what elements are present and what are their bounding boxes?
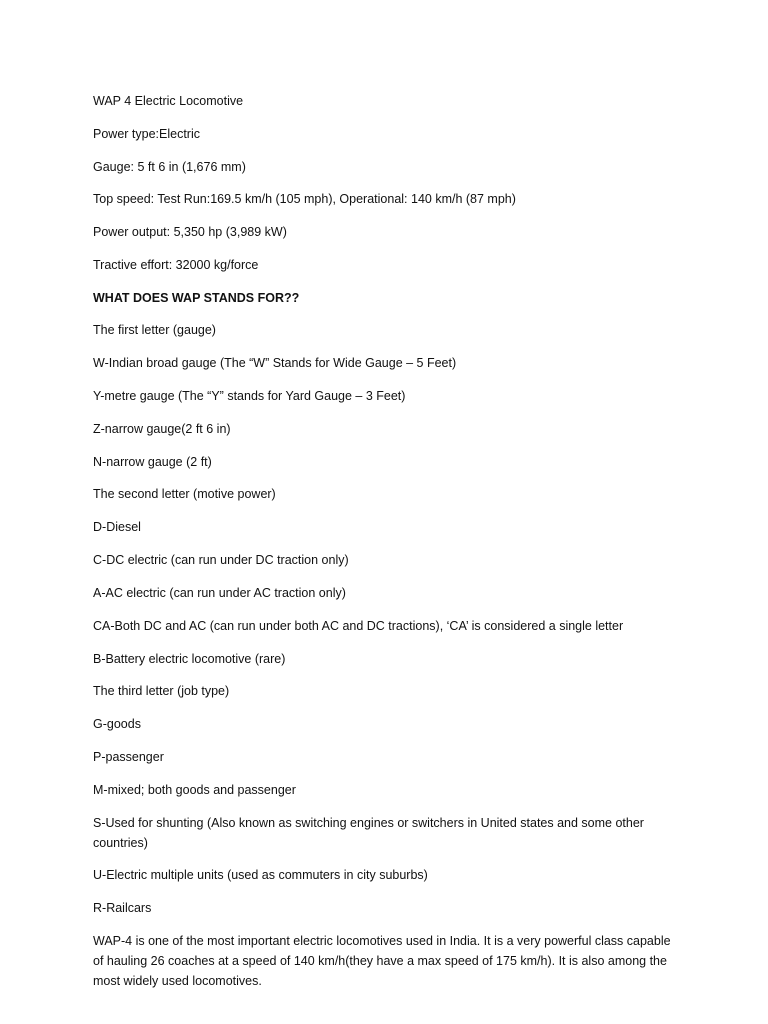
job-u-line: U-Electric multiple units (used as commuters in city suburbs): [93, 868, 428, 882]
summary-paragraph: WAP-4 is one of the most important electric locomotives used in India. It is a very powerful class capable of hauling 26 coaches at a speed of 140 km/h(they have a max speed of 175 km/h). It is also among the most widely used locomotives.: [93, 934, 671, 988]
power-output-line: Power output: 5,350 hp (3,989 kW): [93, 225, 287, 239]
second-letter-line: The second letter (motive power): [93, 487, 276, 501]
gauge-w-line: W-Indian broad gauge (The “W” Stands for Wide Gauge – 5 Feet): [93, 356, 457, 370]
gauge-y-line: Y-metre gauge (The “Y” stands for Yard Gauge – 3 Feet): [93, 389, 406, 403]
power-d-line: D-Diesel: [93, 520, 141, 534]
tractive-effort-line: Tractive effort: 32000 kg/force: [93, 258, 259, 272]
power-a-line: A-AC electric (can run under AC traction only): [93, 586, 346, 600]
gauge-line: Gauge: 5 ft 6 in (1,676 mm): [93, 160, 246, 174]
doc-title: WAP 4 Electric Locomotive: [93, 94, 244, 108]
job-p-line: P-passenger: [93, 750, 164, 764]
power-ca-line: CA-Both DC and AC (can run under both AC and DC tractions), ‘CA’ is considered a single letter: [93, 619, 624, 633]
first-letter-line: The first letter (gauge): [93, 323, 216, 337]
job-s-line: S-Used for shunting (Also known as switching engines or switchers in United states and some other countries): [93, 816, 644, 850]
gauge-n-line: N-narrow gauge (2 ft): [93, 455, 212, 469]
power-b-line: B-Battery electric locomotive (rare): [93, 652, 286, 666]
gauge-z-line: Z-narrow gauge(2 ft 6 in): [93, 422, 231, 436]
top-speed-line: Top speed: Test Run:169.5 km/h (105 mph), Operational: 140 km/h (87 mph): [93, 192, 516, 206]
power-type-line: Power type:Electric: [93, 127, 200, 141]
job-r-line: R-Railcars: [93, 901, 152, 915]
section-heading: WHAT DOES WAP STANDS FOR??: [93, 291, 300, 305]
power-c-line: C-DC electric (can run under DC traction only): [93, 553, 349, 567]
job-g-line: G-goods: [93, 717, 141, 731]
job-m-line: M-mixed; both goods and passenger: [93, 783, 296, 797]
third-letter-line: The third letter (job type): [93, 684, 230, 698]
